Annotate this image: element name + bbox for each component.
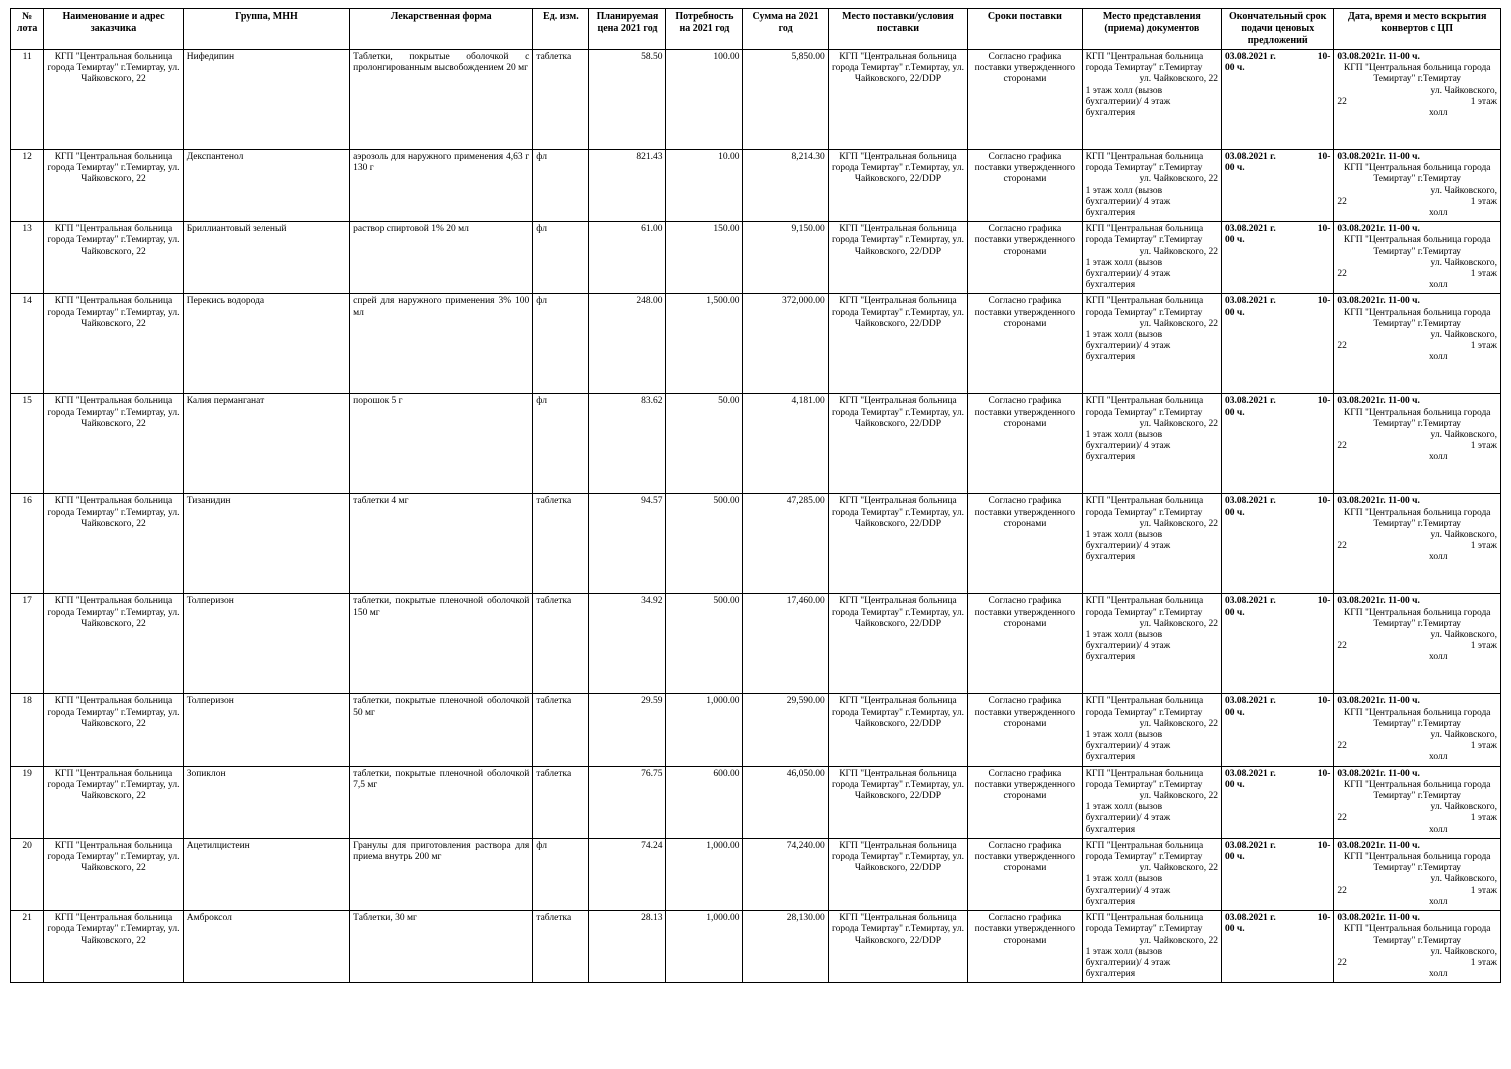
cell-dosage-form: таблетки, покрытые пленочной оболочкой 50 мг (350, 694, 533, 766)
cell-group-inn: Декспантенол (183, 150, 349, 222)
cell-dosage-form: таблетки, покрытые пленочной оболочкой 7,5 мг (350, 766, 533, 838)
cell-lot-number: 16 (11, 494, 44, 594)
table-row (11, 294, 1501, 394)
cell-opening: 03.08.2021г. 11-00 ч. КГП "Центральная больница города Темиртау" г.Темиртау ул. Чайковского, 22 1 этаж холл (1334, 150, 1501, 222)
cell-customer: КГП "Центральная больница города Темиртау" г.Темиртау, ул. Чайковского, 22 (44, 50, 183, 150)
cell-demand: 150.00 (666, 222, 743, 294)
cell-group-inn: Ацетилцистеин (183, 838, 349, 910)
cell-delivery-terms: Согласно графика поставки утвержденного сторонами (968, 766, 1082, 838)
cell-dosage-form: спрей для наружного применения 3% 100 мл (350, 294, 533, 394)
col-header-documents-place: Место представления (приема) документов (1082, 9, 1221, 50)
cell-planned-price: 248.00 (589, 294, 666, 394)
cell-group-inn: Калия перманганат (183, 394, 349, 494)
table-row (11, 222, 1501, 294)
cell-group-inn: Амброксол (183, 911, 349, 983)
cell-deadline: 03.08.2021 г. 10- 00 ч. (1222, 222, 1334, 294)
cell-planned-price: 58.50 (589, 50, 666, 150)
cell-dosage-form: раствор спиртовой 1% 20 мл (350, 222, 533, 294)
cell-sum: 9,150.00 (743, 222, 828, 294)
cell-delivery-terms: Согласно графика поставки утвержденного сторонами (968, 294, 1082, 394)
cell-demand: 1,000.00 (666, 694, 743, 766)
cell-group-inn: Бриллиантовый зеленый (183, 222, 349, 294)
cell-unit: фл (533, 394, 589, 494)
cell-group-inn: Зопиклон (183, 766, 349, 838)
cell-opening: 03.08.2021г. 11-00 ч. КГП "Центральная больница города Темиртау" г.Темиртау ул. Чайковского, 22 1 этаж холл (1334, 294, 1501, 394)
table-row (11, 838, 1501, 910)
cell-planned-price: 61.00 (589, 222, 666, 294)
cell-documents-place: КГП "Центральная больница города Темиртау" г.Темиртау ул. Чайковского, 22 1 этаж холл (вызов бухгалтерии)/ 4 этаж бухгалтерия (1082, 694, 1221, 766)
table-row (11, 494, 1501, 594)
cell-sum: 8,214.30 (743, 150, 828, 222)
cell-dosage-form: порошок 5 г (350, 394, 533, 494)
cell-delivery-terms: Согласно графика поставки утвержденного сторонами (968, 222, 1082, 294)
table-row (11, 594, 1501, 694)
cell-documents-place: КГП "Центральная больница города Темиртау" г.Темиртау ул. Чайковского, 22 1 этаж холл (вызов бухгалтерии)/ 4 этаж бухгалтерия (1082, 766, 1221, 838)
cell-dosage-form: Гранулы для приготовления раствора для приема внутрь 200 мг (350, 838, 533, 910)
cell-demand: 1,000.00 (666, 911, 743, 983)
cell-deadline: 03.08.2021 г. 10- 00 ч. (1222, 294, 1334, 394)
cell-planned-price: 76.75 (589, 766, 666, 838)
cell-documents-place: КГП "Центральная больница города Темиртау" г.Темиртау ул. Чайковского, 22 1 этаж холл (вызов бухгалтерии)/ 4 этаж бухгалтерия (1082, 222, 1221, 294)
cell-customer: КГП "Центральная больница города Темиртау" г.Темиртау, ул. Чайковского, 22 (44, 911, 183, 983)
cell-opening: 03.08.2021г. 11-00 ч. КГП "Центральная больница города Темиртау" г.Темиртау ул. Чайковского, 22 1 этаж холл (1334, 50, 1501, 150)
cell-opening: 03.08.2021г. 11-00 ч. КГП "Центральная больница города Темиртау" г.Темиртау ул. Чайковского, 22 1 этаж холл (1334, 594, 1501, 694)
cell-documents-place: КГП "Центральная больница города Темиртау" г.Темиртау ул. Чайковского, 22 1 этаж холл (вызов бухгалтерии)/ 4 этаж бухгалтерия (1082, 294, 1221, 394)
cell-customer: КГП "Центральная больница города Темиртау" г.Темиртау, ул. Чайковского, 22 (44, 494, 183, 594)
col-header-lot-number: № лота (11, 9, 44, 50)
cell-deadline: 03.08.2021 г. 10- 00 ч. (1222, 911, 1334, 983)
table-header-row (11, 9, 1501, 50)
cell-dosage-form: таблетки, покрытые пленочной оболочкой 150 мг (350, 594, 533, 694)
cell-sum: 372,000.00 (743, 294, 828, 394)
cell-delivery-place: КГП "Центральная больница города Темиртау" г.Темиртау, ул. Чайковского, 22/DDP (828, 50, 967, 150)
col-header-unit: Ед. изм. (533, 9, 589, 50)
cell-deadline: 03.08.2021 г. 10- 00 ч. (1222, 494, 1334, 594)
cell-demand: 1,500.00 (666, 294, 743, 394)
cell-documents-place: КГП "Центральная больница города Темиртау" г.Темиртау ул. Чайковского, 22 1 этаж холл (вызов бухгалтерии)/ 4 этаж бухгалтерия (1082, 494, 1221, 594)
cell-customer: КГП "Центральная больница города Темиртау" г.Темиртау, ул. Чайковского, 22 (44, 594, 183, 694)
cell-unit: таблетка (533, 494, 589, 594)
cell-sum: 4,181.00 (743, 394, 828, 494)
cell-delivery-place: КГП "Центральная больница города Темиртау" г.Темиртау, ул. Чайковского, 22/DDP (828, 911, 967, 983)
cell-sum: 5,850.00 (743, 50, 828, 150)
col-header-delivery-terms: Сроки поставки (968, 9, 1082, 50)
cell-deadline: 03.08.2021 г. 10- 00 ч. (1222, 766, 1334, 838)
cell-delivery-place: КГП "Центральная больница города Темиртау" г.Темиртау, ул. Чайковского, 22/DDP (828, 150, 967, 222)
cell-deadline: 03.08.2021 г. 10- 00 ч. (1222, 394, 1334, 494)
cell-delivery-place: КГП "Центральная больница города Темиртау" г.Темиртау, ул. Чайковского, 22/DDP (828, 694, 967, 766)
cell-lot-number: 12 (11, 150, 44, 222)
table-row (11, 394, 1501, 494)
cell-planned-price: 821.43 (589, 150, 666, 222)
cell-deadline: 03.08.2021 г. 10- 00 ч. (1222, 838, 1334, 910)
cell-delivery-place: КГП "Центральная больница города Темиртау" г.Темиртау, ул. Чайковского, 22/DDP (828, 294, 967, 394)
cell-opening: 03.08.2021г. 11-00 ч. КГП "Центральная больница города Темиртау" г.Темиртау ул. Чайковского, 22 1 этаж холл (1334, 838, 1501, 910)
col-header-opening: Дата, время и место вскрытия конвертов с ЦП (1334, 9, 1501, 50)
cell-lot-number: 13 (11, 222, 44, 294)
cell-customer: КГП "Центральная больница города Темиртау" г.Темиртау, ул. Чайковского, 22 (44, 394, 183, 494)
cell-opening: 03.08.2021г. 11-00 ч. КГП "Центральная больница города Темиртау" г.Темиртау ул. Чайковского, 22 1 этаж холл (1334, 911, 1501, 983)
table-row (11, 694, 1501, 766)
cell-lot-number: 19 (11, 766, 44, 838)
table-row (11, 911, 1501, 983)
cell-dosage-form: таблетки 4 мг (350, 494, 533, 594)
cell-sum: 46,050.00 (743, 766, 828, 838)
cell-unit: таблетка (533, 50, 589, 150)
cell-customer: КГП "Центральная больница города Темиртау" г.Темиртау, ул. Чайковского, 22 (44, 766, 183, 838)
col-header-planned-price: Планируемая цена 2021 год (589, 9, 666, 50)
cell-delivery-terms: Согласно графика поставки утвержденного сторонами (968, 694, 1082, 766)
col-header-group-inn: Группа, МНН (183, 9, 349, 50)
cell-unit: таблетка (533, 911, 589, 983)
cell-customer: КГП "Центральная больница города Темиртау" г.Темиртау, ул. Чайковского, 22 (44, 838, 183, 910)
cell-group-inn: Тизанидин (183, 494, 349, 594)
cell-customer: КГП "Центральная больница города Темиртау" г.Темиртау, ул. Чайковского, 22 (44, 294, 183, 394)
cell-deadline: 03.08.2021 г. 10- 00 ч. (1222, 694, 1334, 766)
cell-group-inn: Перекись водорода (183, 294, 349, 394)
cell-delivery-place: КГП "Центральная больница города Темиртау" г.Темиртау, ул. Чайковского, 22/DDP (828, 594, 967, 694)
cell-delivery-terms: Согласно графика поставки утвержденного сторонами (968, 594, 1082, 694)
cell-delivery-terms: Согласно графика поставки утвержденного сторонами (968, 50, 1082, 150)
cell-delivery-terms: Согласно графика поставки утвержденного сторонами (968, 494, 1082, 594)
col-header-demand: Потребность на 2021 год (666, 9, 743, 50)
cell-documents-place: КГП "Центральная больница города Темиртау" г.Темиртау ул. Чайковского, 22 1 этаж холл (вызов бухгалтерии)/ 4 этаж бухгалтерия (1082, 394, 1221, 494)
cell-group-inn: Толперизон (183, 694, 349, 766)
cell-lot-number: 21 (11, 911, 44, 983)
cell-planned-price: 29.59 (589, 694, 666, 766)
cell-lot-number: 15 (11, 394, 44, 494)
cell-documents-place: КГП "Центральная больница города Темиртау" г.Темиртау ул. Чайковского, 22 1 этаж холл (вызов бухгалтерии)/ 4 этаж бухгалтерия (1082, 911, 1221, 983)
cell-sum: 74,240.00 (743, 838, 828, 910)
cell-sum: 17,460.00 (743, 594, 828, 694)
col-header-deadline: Окончательный срок подачи ценовых предложений (1222, 9, 1334, 50)
cell-opening: 03.08.2021г. 11-00 ч. КГП "Центральная больница города Темиртау" г.Темиртау ул. Чайковского, 22 1 этаж холл (1334, 694, 1501, 766)
cell-unit: фл (533, 838, 589, 910)
cell-documents-place: КГП "Центральная больница города Темиртау" г.Темиртау ул. Чайковского, 22 1 этаж холл (вызов бухгалтерии)/ 4 этаж бухгалтерия (1082, 50, 1221, 150)
cell-documents-place: КГП "Центральная больница города Темиртау" г.Темиртау ул. Чайковского, 22 1 этаж холл (вызов бухгалтерии)/ 4 этаж бухгалтерия (1082, 594, 1221, 694)
cell-unit: таблетка (533, 694, 589, 766)
col-header-sum: Сумма на 2021 год (743, 9, 828, 50)
cell-opening: 03.08.2021г. 11-00 ч. КГП "Центральная больница города Темиртау" г.Темиртау ул. Чайковского, 22 1 этаж холл (1334, 766, 1501, 838)
cell-deadline: 03.08.2021 г. 10- 00 ч. (1222, 594, 1334, 694)
cell-documents-place: КГП "Центральная больница города Темиртау" г.Темиртау ул. Чайковского, 22 1 этаж холл (вызов бухгалтерии)/ 4 этаж бухгалтерия (1082, 150, 1221, 222)
col-header-delivery-place: Место поставки/условия поставки (828, 9, 967, 50)
cell-delivery-place: КГП "Центральная больница города Темиртау" г.Темиртау, ул. Чайковского, 22/DDP (828, 494, 967, 594)
cell-planned-price: 74.24 (589, 838, 666, 910)
cell-dosage-form: Таблетки, 30 мг (350, 911, 533, 983)
table-body (11, 50, 1501, 983)
cell-opening: 03.08.2021г. 11-00 ч. КГП "Центральная больница города Темиртау" г.Темиртау ул. Чайковского, 22 1 этаж холл (1334, 394, 1501, 494)
cell-delivery-terms: Согласно графика поставки утвержденного сторонами (968, 150, 1082, 222)
cell-planned-price: 34.92 (589, 594, 666, 694)
cell-customer: КГП "Центральная больница города Темиртау" г.Темиртау, ул. Чайковского, 22 (44, 694, 183, 766)
cell-sum: 29,590.00 (743, 694, 828, 766)
cell-lot-number: 17 (11, 594, 44, 694)
cell-lot-number: 20 (11, 838, 44, 910)
cell-unit: фл (533, 294, 589, 394)
col-header-dosage-form: Лекарственная форма (350, 9, 533, 50)
cell-lot-number: 18 (11, 694, 44, 766)
cell-planned-price: 83.62 (589, 394, 666, 494)
cell-deadline: 03.08.2021 г. 10- 00 ч. (1222, 50, 1334, 150)
cell-demand: 500.00 (666, 594, 743, 694)
cell-group-inn: Нифедипин (183, 50, 349, 150)
cell-lot-number: 14 (11, 294, 44, 394)
cell-demand: 100.00 (666, 50, 743, 150)
cell-unit: фл (533, 150, 589, 222)
cell-customer: КГП "Центральная больница города Темиртау" г.Темиртау, ул. Чайковского, 22 (44, 150, 183, 222)
cell-deadline: 03.08.2021 г. 10- 00 ч. (1222, 150, 1334, 222)
cell-documents-place: КГП "Центральная больница города Темиртау" г.Темиртау ул. Чайковского, 22 1 этаж холл (вызов бухгалтерии)/ 4 этаж бухгалтерия (1082, 838, 1221, 910)
cell-lot-number: 11 (11, 50, 44, 150)
cell-unit: таблетка (533, 594, 589, 694)
cell-sum: 28,130.00 (743, 911, 828, 983)
cell-group-inn: Толперизон (183, 594, 349, 694)
cell-dosage-form: Таблетки, покрытые оболочкой с пролонгированным высвобождением 20 мг (350, 50, 533, 150)
cell-delivery-terms: Согласно графика поставки утвержденного сторонами (968, 838, 1082, 910)
cell-dosage-form: аэрозоль для наружного применения 4,63 г 130 г (350, 150, 533, 222)
tender-lots-table (10, 8, 1501, 983)
cell-unit: таблетка (533, 766, 589, 838)
cell-opening: 03.08.2021г. 11-00 ч. КГП "Центральная больница города Темиртау" г.Темиртау ул. Чайковского, 22 1 этаж холл (1334, 222, 1501, 294)
cell-demand: 10.00 (666, 150, 743, 222)
table-header (11, 9, 1501, 50)
cell-demand: 1,000.00 (666, 838, 743, 910)
cell-opening: 03.08.2021г. 11-00 ч. КГП "Центральная больница города Темиртау" г.Темиртау ул. Чайковского, 22 1 этаж холл (1334, 494, 1501, 594)
cell-delivery-place: КГП "Центральная больница города Темиртау" г.Темиртау, ул. Чайковского, 22/DDP (828, 222, 967, 294)
table-row (11, 50, 1501, 150)
cell-demand: 600.00 (666, 766, 743, 838)
cell-unit: фл (533, 222, 589, 294)
cell-delivery-terms: Согласно графика поставки утвержденного сторонами (968, 911, 1082, 983)
table-row (11, 766, 1501, 838)
cell-delivery-terms: Согласно графика поставки утвержденного сторонами (968, 394, 1082, 494)
cell-demand: 50.00 (666, 394, 743, 494)
cell-demand: 500.00 (666, 494, 743, 594)
cell-planned-price: 94.57 (589, 494, 666, 594)
table-row (11, 150, 1501, 222)
col-header-customer: Наименование и адрес заказчика (44, 9, 183, 50)
cell-planned-price: 28.13 (589, 911, 666, 983)
cell-delivery-place: КГП "Центральная больница города Темиртау" г.Темиртау, ул. Чайковского, 22/DDP (828, 394, 967, 494)
cell-sum: 47,285.00 (743, 494, 828, 594)
cell-delivery-place: КГП "Центральная больница города Темиртау" г.Темиртау, ул. Чайковского, 22/DDP (828, 838, 967, 910)
cell-delivery-place: КГП "Центральная больница города Темиртау" г.Темиртау, ул. Чайковского, 22/DDP (828, 766, 967, 838)
cell-customer: КГП "Центральная больница города Темиртау" г.Темиртау, ул. Чайковского, 22 (44, 222, 183, 294)
